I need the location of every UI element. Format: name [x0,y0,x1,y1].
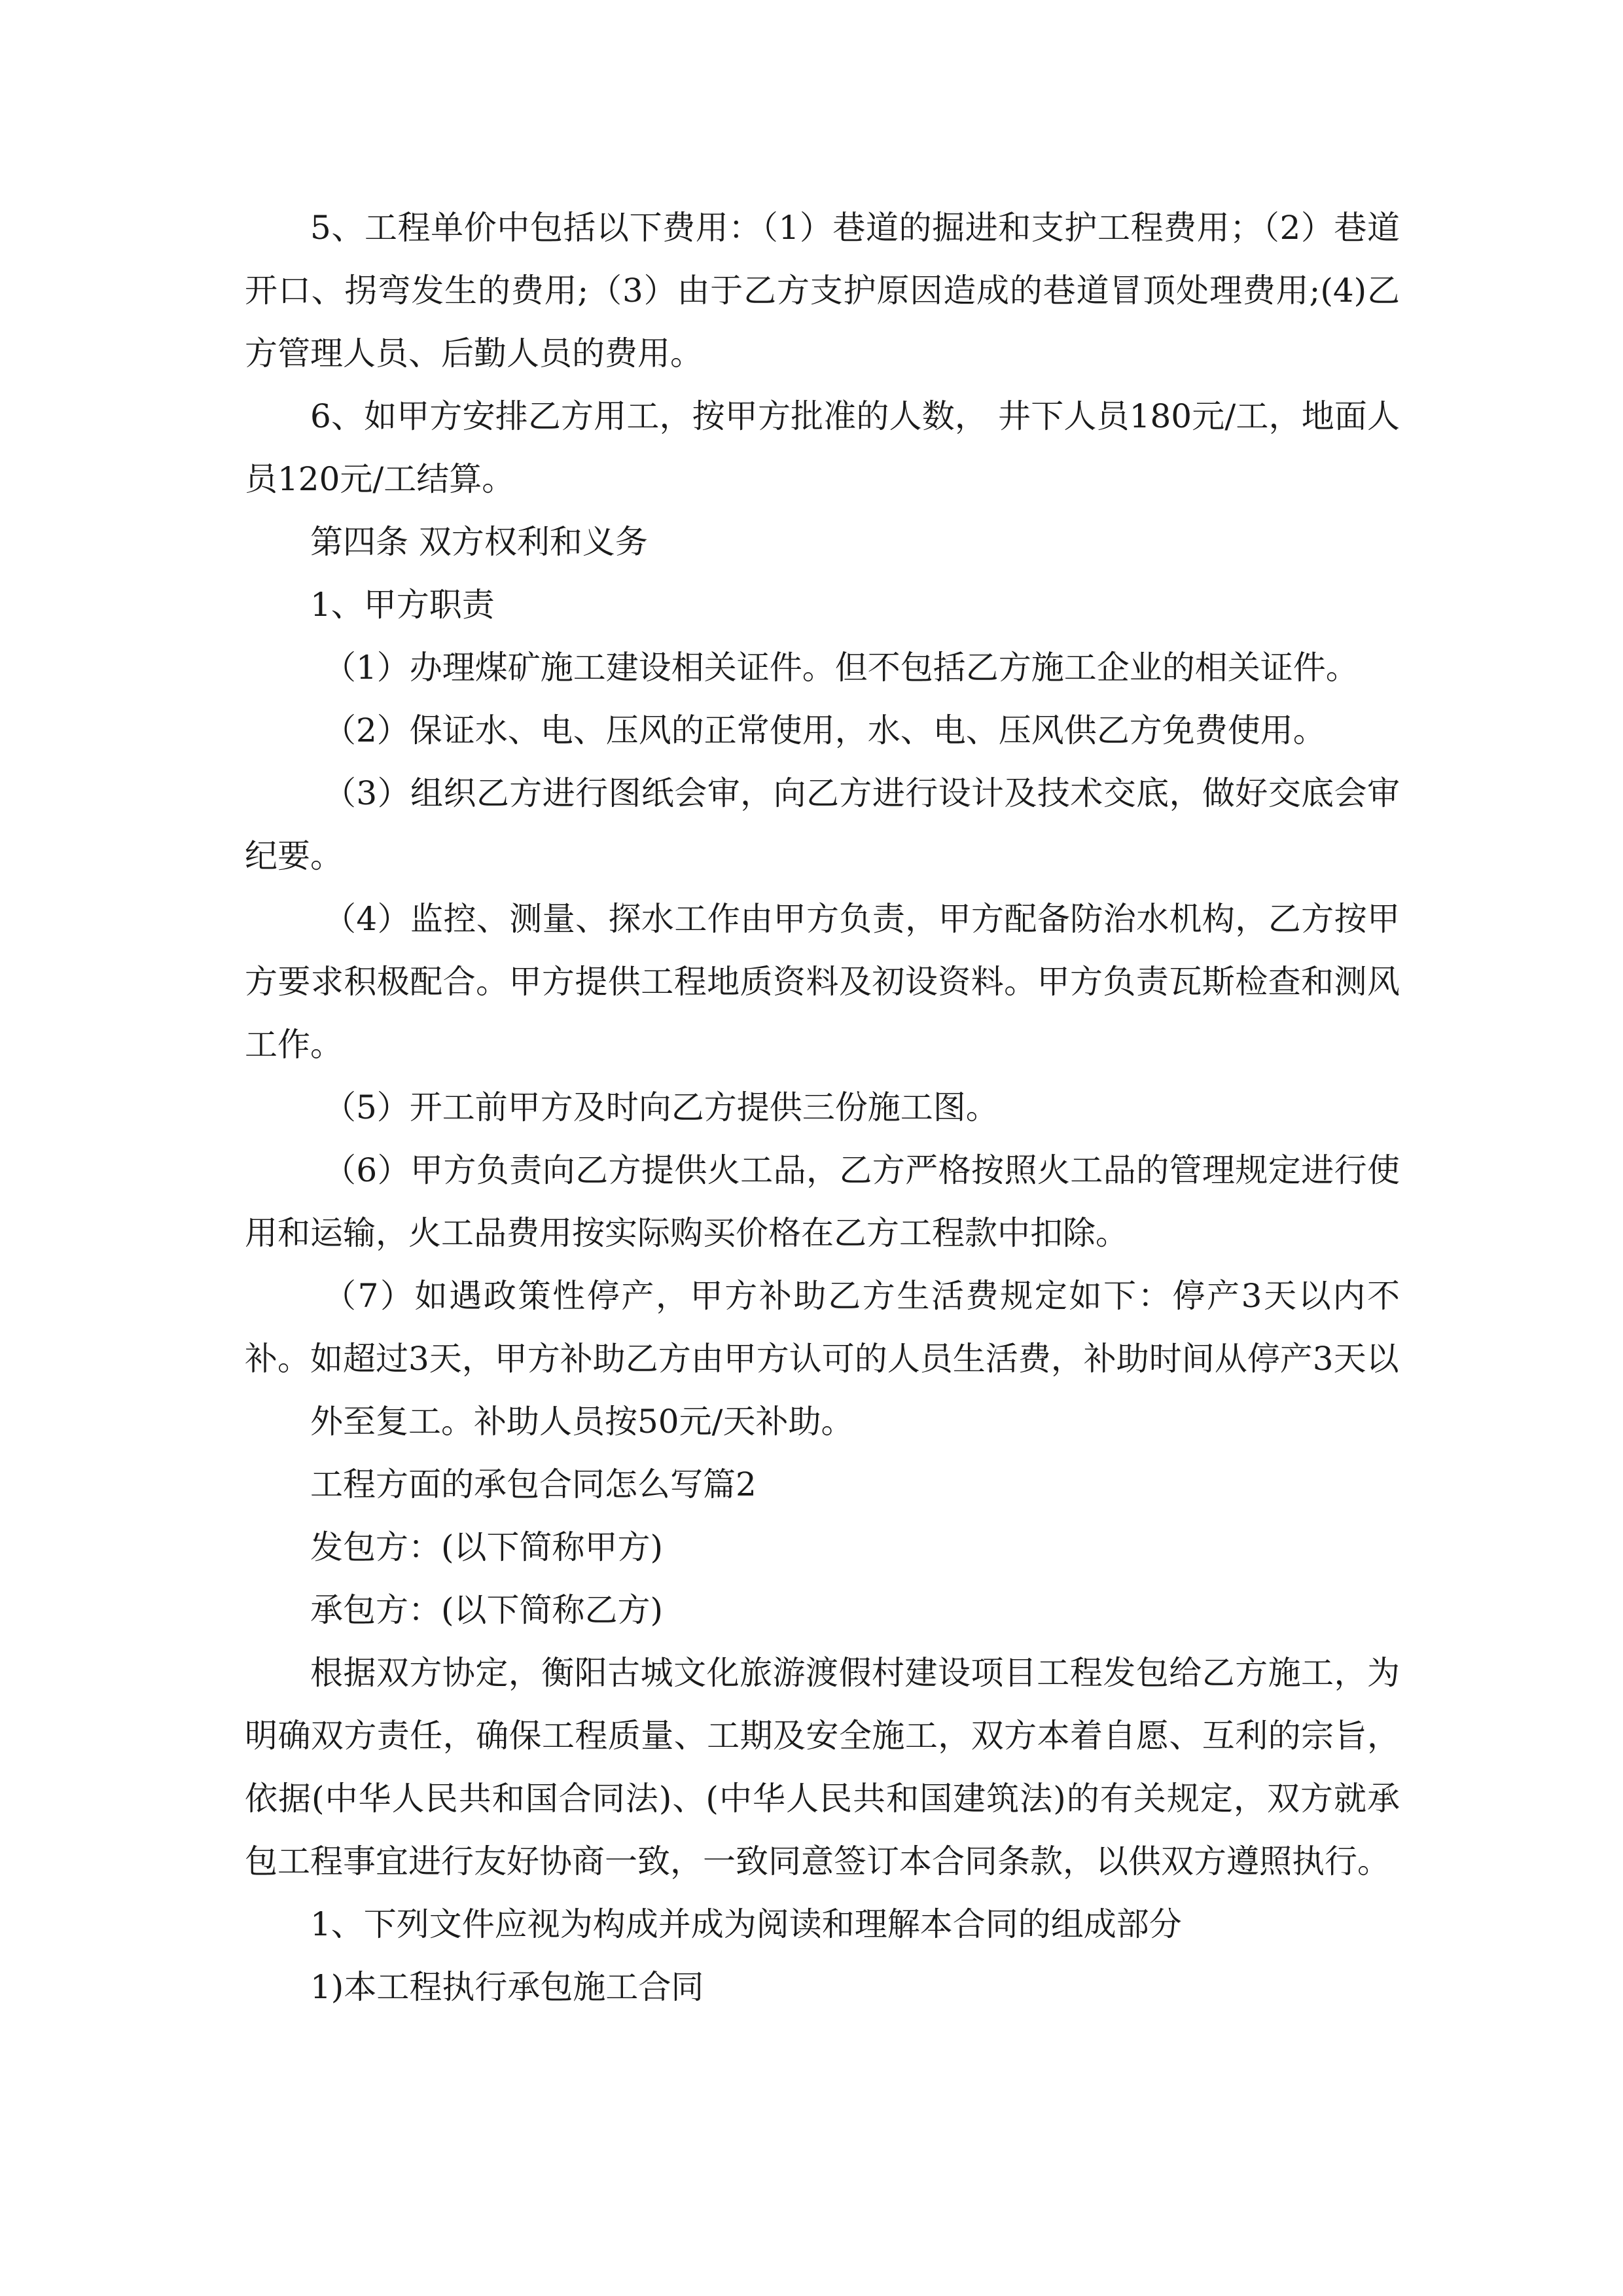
section-heading-article-4: 第四条 双方权利和义务 [310,523,648,561]
paragraph-duty-1: （1）办理煤矿施工建设相关证件。但不包括乙方施工企业的相关证件。 [323,649,1359,687]
paragraph-agreement-basis: 根据双方协定，衡阳古城文化旅游渡假村建设项目工程发包给乙方施工，为明确双方责任，确保工程质量、工期及安全施工，双方本着自愿、互利的宗旨，依据(中华人民共和国合同法)、(中华人民共和国建筑法)的有关规定，双方就承包工程事宜进行友好协商一致，一致同意签订本合同条款，以供双方遵照执行。 [245,1654,1400,1880]
section-heading-part-2: 工程方面的承包合同怎么写篇2 [310,1465,757,1503]
paragraph-duty-5: （5）开工前甲方及时向乙方提供三份施工图。 [323,1088,999,1126]
paragraph-duty-4: （4）监控、测量、探水工作由甲方负责，甲方配备防治水机构，乙方按甲方要求积极配合。甲方提供工程地质资料及初设资料。甲方负责瓦斯检查和测风工作。 [245,900,1400,1064]
paragraph-duty-2: （2）保证水、电、压风的正常使用，水、电、压风供乙方免费使用。 [323,711,1326,749]
paragraph-cost-items: 5、工程单价中包括以下费用：（1）巷道的掘进和支护工程费用；（2）巷道开口、拐弯发生的费用;（3）由于乙方支护原因造成的巷道冒顶处理费用;(4)乙方管理人员、后勤人员的费用。 [245,209,1400,372]
paragraph-duty-7: （7）如遇政策性停产，甲方补助乙方生活费规定如下：停产3天以内不补。如超过3天，甲方补助乙方由甲方认可的人员生活费，补助时间从停产3天以 [245,1277,1400,1378]
paragraph-labor-rate: 6、如甲方安排乙方用工，按甲方批准的人数， 井下人员180元/工，地面人员120元/工结算。 [245,397,1400,498]
paragraph-contractor: 承包方：(以下简称乙方) [310,1591,664,1629]
paragraph-contract-documents: 1、下列文件应视为构成并成为阅读和理解本合同的组成部分 [310,1905,1182,1943]
paragraph-duty-7-continued: 外至复工。补助人员按50元/天补助。 [310,1403,854,1441]
subheading-party-a-duties: 1、甲方职责 [310,586,495,624]
paragraph-employer: 发包方：(以下简称甲方) [310,1528,664,1566]
paragraph-duty-6: （6）甲方负责向乙方提供火工品，乙方严格按照火工品的管理规定进行使用和运输，火工品费用按实际购买价格在乙方工程款中扣除。 [245,1151,1400,1252]
paragraph-duty-3: （3）组织乙方进行图纸会审，向乙方进行设计及技术交底，做好交底会审纪要。 [245,774,1400,875]
paragraph-document-item-1: 1)本工程执行承包施工合同 [310,1968,704,2006]
document-body [245,196,1400,2018]
